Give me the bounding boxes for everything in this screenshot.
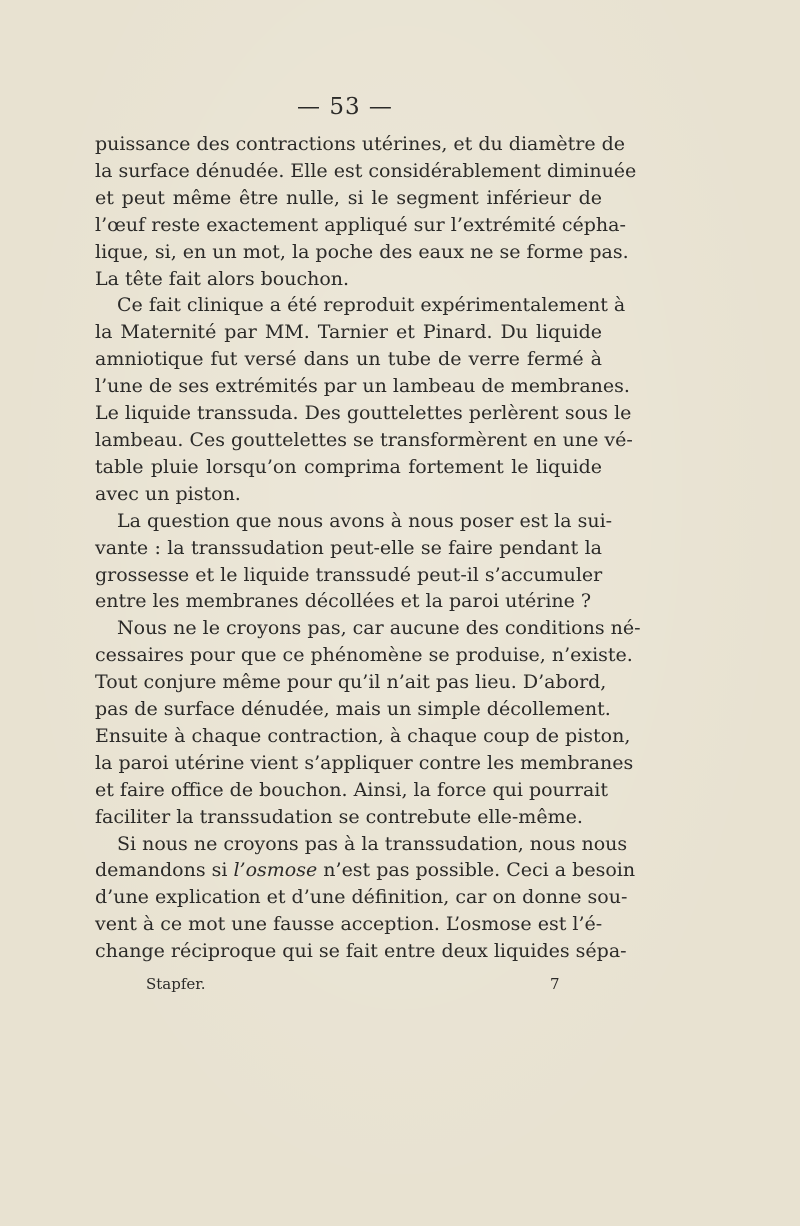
text-line: change réciproque qui se fait entre deux liquides sépa- bbox=[95, 940, 627, 963]
text-line: la paroi utérine vient s’appliquer contre les membranes bbox=[95, 751, 634, 774]
paragraph-4 bbox=[95, 615, 641, 830]
text-line: Le liquide transsuda. Des gouttelettes perlèrent sous le bbox=[95, 402, 632, 425]
text-line: pas de surface dénudée, mais un simple décollement. bbox=[95, 698, 611, 721]
text-line: cessaires pour que ce phénomène se produise, n’existe. bbox=[95, 644, 633, 667]
text-line: entre les membranes décollées et la paroi utérine ? bbox=[95, 590, 592, 613]
paragraph-1 bbox=[95, 131, 637, 292]
text-line: l’œuf reste exactement appliqué sur l’extrémité cépha- bbox=[95, 213, 626, 236]
text-line: et faire office de bouchon. Ainsi, la force qui pourrait bbox=[95, 778, 608, 801]
text-line: lambeau. Ces gouttelettes se transformèrent en une vé- bbox=[95, 428, 633, 451]
text-line: la surface dénudée. Elle est considérablement diminuée bbox=[95, 159, 637, 182]
text-line: vante : la transsudation peut-elle se faire pendant la bbox=[95, 536, 602, 559]
text-line: l’une de ses extrémités par un lambeau de membranes. bbox=[95, 375, 630, 398]
text-line: Nous ne le croyons pas, car aucune des conditions né- bbox=[117, 617, 641, 640]
page-number: — 53 — bbox=[297, 94, 393, 120]
text-line: Tout conjure même pour qu’il n’ait pas lieu. D’abord, bbox=[95, 671, 607, 694]
sheet-number: 7 bbox=[550, 975, 560, 993]
text-line: faciliter la transsudation se contrebute elle-même. bbox=[95, 805, 583, 828]
signature-mark: Stapfer. bbox=[146, 975, 206, 993]
text-run: demandons si bbox=[95, 859, 234, 882]
text-line: grossesse et le liquide transsudé peut-il s’accumuler bbox=[95, 563, 603, 586]
text-line bbox=[95, 857, 636, 884]
paragraph-3 bbox=[95, 508, 613, 616]
text-line: d’une explication et d’une définition, car on donne sou- bbox=[95, 886, 628, 909]
text-line: Ensuite à chaque contraction, à chaque coup de piston, bbox=[95, 724, 631, 747]
text-line: puissance des contractions utérines, et du diamètre de bbox=[95, 133, 626, 155]
text-line: et peut même être nulle, si le segment inférieur de bbox=[95, 186, 602, 209]
italic-term: l’osmose bbox=[233, 859, 318, 882]
text-line: amniotique fut versé dans un tube de verre fermé à bbox=[95, 348, 602, 371]
text-line: La question que nous avons à nous poser est la sui- bbox=[117, 509, 613, 532]
text-line: Si nous ne croyons pas à la transsudation, nous nous bbox=[117, 832, 628, 855]
text-line: La tête fait alors bouchon. bbox=[95, 267, 350, 290]
text-run: n’est pas possible. Ceci a besoin bbox=[317, 859, 636, 882]
text-line: Ce fait clinique a été reproduit expérimentalement à bbox=[117, 294, 626, 317]
text-line: lique, si, en un mot, la poche des eaux ne se forme pas. bbox=[95, 240, 629, 263]
text-line: la Maternité par MM. Tarnier et Pinard. Du liquide bbox=[95, 321, 602, 344]
text-line: vent à ce mot une fausse acception. L’osmose est l’é- bbox=[95, 913, 603, 936]
paragraph-5 bbox=[95, 831, 636, 966]
text-body bbox=[95, 131, 641, 965]
text-line: table pluie lorsqu’on comprima fortement le liquide bbox=[95, 455, 602, 478]
text-line: avec un piston. bbox=[95, 482, 241, 505]
paragraph-2 bbox=[95, 292, 633, 507]
